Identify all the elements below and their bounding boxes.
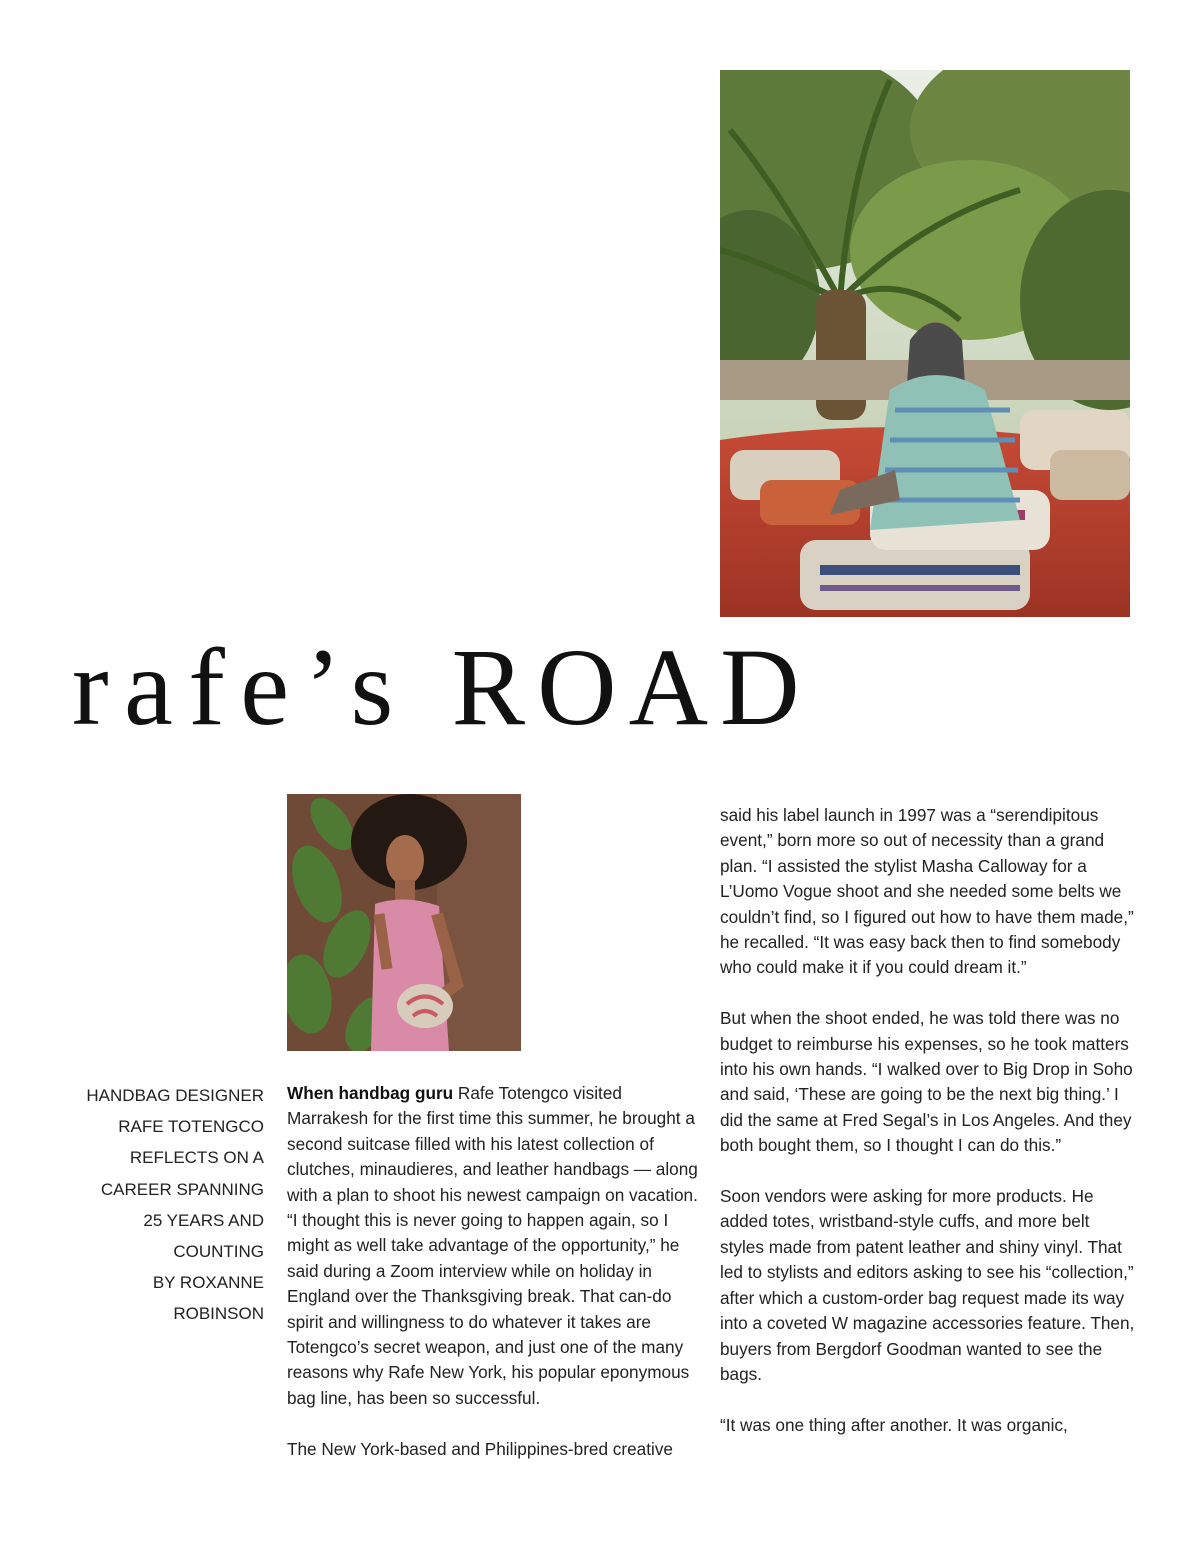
model-photo (287, 794, 521, 1051)
deck-line: RAFE TOTENGCO (118, 1117, 264, 1137)
model-photo-graphic (287, 794, 521, 1051)
headline-part-1: rafe’s (72, 626, 409, 748)
deck-line: 25 YEARS AND (143, 1210, 264, 1230)
body-paragraph: But when the shoot ended, he was told there was no budget to reimburse his expenses, so he took matters into his own hands. “I walked over to Big Drop in Soho and said, ‘These are going to be the next big thing.’ I did the same at Fred Segal’s in Los Angeles. And they both bought them, so I thought I can do this.” (720, 1008, 1133, 1156)
body-paragraph (287, 1081, 707, 1411)
body-paragraph: “It was one thing after another. It was organic, (720, 1414, 1068, 1435)
body-paragraph: The New York-based and Philippines-bred creative (287, 1438, 673, 1459)
byline: BY ROXANNE (152, 1273, 264, 1293)
deck-line: COUNTING (173, 1242, 264, 1262)
paragraph-text: Rafe Totengco visited Marrakesh for the first time this summer, he brought a second suitcase filled with his latest collection of clutches, minaudieres, and leather handbags — along with a plan to shoot his newest campaign on vacation. “I thought this is never going to happen again, so I might as well take advantage of the opportunity,” he said during a Zoom interview while on holiday in England over the Thanksgiving break. That can-do spirit and willingness to do whatever it takes are Totengco’s secret weapon, and just one of the many reasons why Rafe New York, his popular eponymous bag line, has been so successful. (287, 1083, 698, 1408)
body-paragraph: Soon vendors were asking for more products. He added totes, wristband-style cuffs, and more belt styles made from patent leather and shiny vinyl. That led to stylists and editors asking to see his “collection,” after which a custom-order bag request made its way into a coveted W magazine accessories feature. Then, buyers from Bergdorf Goodman wanted to see the bags. (720, 1186, 1135, 1384)
body-column-2 (720, 803, 1135, 1464)
body-column-1 (287, 1081, 707, 1487)
lead-in: When handbag guru (287, 1083, 454, 1103)
article-deck (70, 1080, 264, 1330)
deck-line: REFLECTS ON A (129, 1148, 264, 1168)
byline: ROBINSON (173, 1304, 264, 1324)
deck-line: CAREER SPANNING (100, 1179, 264, 1199)
hero-photo (720, 70, 1130, 617)
hero-photo-graphic (720, 70, 1130, 617)
body-paragraph: said his label launch in 1997 was a “serendipitous event,” born more so out of necessity than a grand plan. “I assisted the stylist Masha Calloway for a L’Uomo Vogue shoot and she needed some belts we couldn’t find, so I figured out how to have them made,” he recalled. “It was easy back then to find somebody who could make it if you could dream it.” (720, 805, 1134, 978)
headline-part-2: ROAD (451, 626, 812, 748)
headline (72, 626, 812, 748)
deck-line: HANDBAG DESIGNER (86, 1086, 264, 1105)
